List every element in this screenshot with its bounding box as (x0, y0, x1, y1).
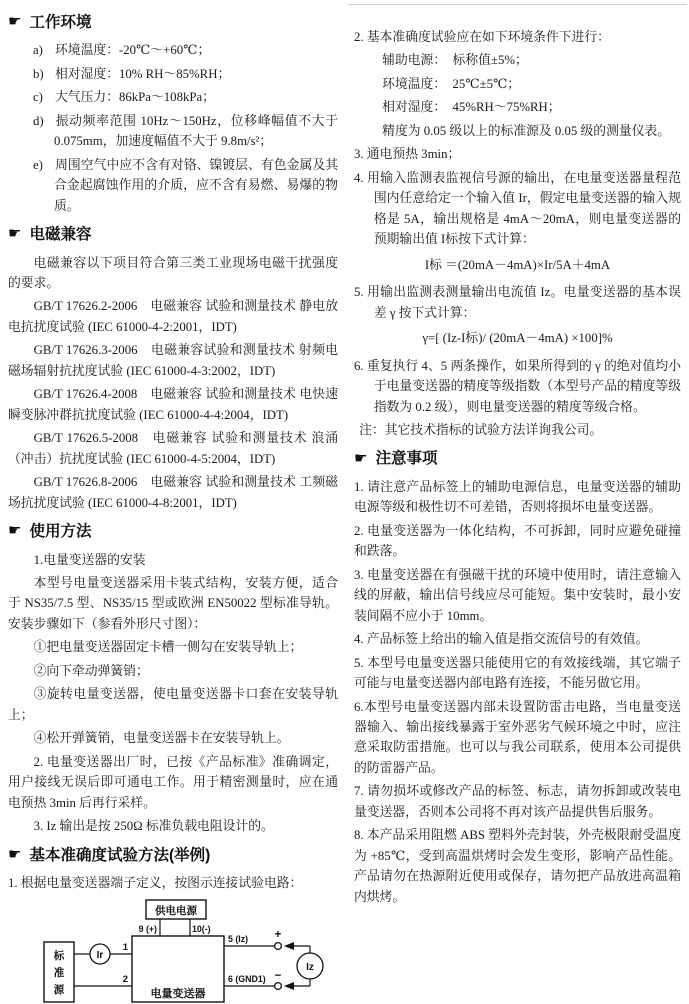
work-env-item-c (8, 87, 338, 107)
usage-step: ④松开弹簧销，电量变送器卡在安装导轨上。 (33, 731, 290, 746)
basic-error-formula: γ=[ (Iz-I标)/ (20mA－4mA) ×100]% (422, 331, 613, 346)
emc-standard: GB/T 17626.2-2006 电磁兼容 试验和测量技术 静电放电抗扰度试验 (IEC 61000-4-2:2001，IDT) (8, 299, 338, 334)
precaution-item: 1. 请注意产品标签上的辅助电源信息，电量变送器的辅助电源等级和极性切不可差错，否则将损坏电量变送器。 (354, 479, 681, 515)
left-column (8, 4, 348, 1001)
emc-standard: GB/T 17626.5-2008 电磁兼容 试验和测量技术 浪涌（冲击）抗扰度试验 (IEC 61000-4-5:2004，IDT) (8, 431, 338, 466)
section-title-emc (8, 225, 338, 244)
pointing-hand-icon: ☛ (8, 845, 21, 863)
standard-source-char: 标 (53, 950, 65, 963)
section-title-usage (8, 522, 338, 541)
pointing-hand-icon: ☛ (354, 449, 367, 467)
section-title-accuracy-test (8, 846, 338, 865)
emc-intro: 电磁兼容以下项目符合第三类工业现场电磁干扰强度的要求。 (8, 255, 338, 290)
arrowhead (284, 982, 294, 990)
item-label: b) (33, 66, 44, 81)
item-text: 振动频率范围 10Hz～150Hz，位移峰幅值不大于 0.075mm，加速度幅值不大于 9.8m/s²； (54, 113, 338, 149)
transducer-label: 电量变送器 (150, 988, 206, 1001)
power-supply-label: 供电电源 (155, 905, 197, 918)
standard-source-char: 源 (53, 984, 65, 997)
item-label: e) (33, 157, 43, 172)
item-label: d) (33, 113, 44, 128)
usage-p3: 2. 电量变送器出厂时，已按《产品标准》准确调定，用户接线无误后即可通电工作。用于精密测量时，应在通电预热 3min 后再行采样。 (8, 754, 338, 810)
accuracy-condition: 辅助电源： 标称值±5%； (382, 53, 528, 68)
usage-p2: 本型号电量变送器采用卡装式结构，安装方便，适合于 NS35/7.5 型、NS35/15 型或欧洲 EN50022 型标准导轨。安装步骤如下（参看外形尺寸图）： (8, 575, 338, 631)
item-text: 相对湿度：10% RH～85%RH； (55, 66, 231, 81)
plus-sign: + (274, 929, 282, 942)
pointing-hand-icon: ☛ (8, 13, 21, 31)
pin10-label: 10(-) (192, 924, 211, 935)
expected-output-formula: I标 ＝(20mA－4mA)×Ir/5A＋4mA (424, 257, 611, 272)
right-column (348, 4, 687, 987)
usage-step: ②向下牵动弹簧销； (33, 663, 149, 678)
usage-step: ③旋转电量变送器，使电量变送器卡口套在安装导轨上； (8, 687, 338, 722)
arrowhead (284, 942, 294, 950)
item-label: c) (33, 90, 43, 105)
item-label: a) (33, 43, 43, 58)
section-title-text: 电磁兼容 (29, 226, 92, 244)
accuracy-p1: 1. 根据电量变送器端子定义，按图示连接试验电路： (8, 875, 303, 890)
section-title-precautions (354, 449, 681, 468)
work-env-item-d (8, 111, 338, 152)
accuracy-condition: 相对湿度： 45%RH～75%RH； (382, 100, 561, 115)
work-env-item-e (8, 155, 338, 216)
item-text: 大气压力：86kPa～108kPa； (55, 90, 215, 105)
standard-source-char: 准 (53, 967, 65, 980)
section-title-text: 基本准确度试验方法(举例) (29, 846, 211, 864)
precaution-item: 5. 本型号电量变送器只能使用它的有效接线端，其它端子可能与电量变送器内部电路有连接，不能另做它用。 (354, 655, 681, 691)
pin2-label: 2 (122, 974, 128, 986)
output-ammeter-label: Iz (306, 962, 314, 974)
work-env-item-b (8, 64, 338, 84)
item-text: 周围空气中应不含有对铬、镍镀层、有色金属及其合金起腐蚀作用的介质，应不含有易燃、易爆的物质。 (54, 157, 338, 213)
accuracy-condition: 环境温度： 25℃±5℃； (382, 76, 521, 91)
pointing-hand-icon: ☛ (8, 225, 21, 243)
accuracy-item2: 2. 基本准确度试验应在如下环境条件下进行： (354, 30, 610, 44)
precaution-item: 8. 本产品采用阻燃 ABS 塑料外壳封装，外壳极限耐受温度为 +85℃，受到高温烘烤时会发生变形，影响产品性能。产品请勿在热源附近使用或保存，请勿把产品放进高温箱内烘烤。 (354, 828, 681, 904)
emc-standard: GB/T 17626.8-2006 电磁兼容 试验和测量技术 工频磁场抗扰度试验 (IEC 61000-4-8:2001，IDT) (8, 475, 338, 510)
test-circuit-diagram (8, 898, 340, 1004)
section-title-text: 工作环境 (29, 14, 92, 31)
minus-terminal (275, 983, 282, 990)
work-env-item-a (8, 40, 338, 60)
precaution-item: 2. 电量变送器为一体化结构，不可拆卸，同时应避免碰撞和跌落。 (354, 523, 681, 559)
usage-p4: 3. Iz 输出是按 250Ω 标准负载电阻设计的。 (33, 819, 274, 834)
precaution-item: 3. 电量变送器在有强磁干扰的环境中使用时，请注意输入线的屏蔽，输出信号线应尽可能短。集中安装时，最小安装间隔不应小于 10mm。 (354, 567, 681, 623)
accuracy-item4: 4. 用输入监测表监视信号源的输出，在电量变送器量程范围内任意给定一个输入值 Ir，假定电量变送器的输入规格是 5A，输出规格是 4mA～20mA，则电量变送器的预期输出值 I标按下式计算： (354, 170, 681, 247)
usage-step: ①把电量变送器固定卡槽一侧勾在安装导轨上； (33, 640, 303, 655)
accuracy-item3: 3. 通电预热 3min； (354, 147, 461, 162)
minus-sign: − (274, 970, 282, 983)
precaution-item: 4. 产品标签上给出的输入值是指交流信号的有效值。 (354, 632, 649, 647)
emc-standard: GB/T 17626.4-2008 电磁兼容 试验和测量技术 电快速瞬变脉冲群抗扰度试验 (IEC 61000-4-4:2004，IDT) (8, 387, 338, 422)
accuracy-note: 注：其它技术指标的试验方法详询我公司。 (359, 422, 603, 437)
pin5-label: 5 (Iz) (228, 934, 249, 945)
usage-p1: 1.电量变送器的安装 (33, 552, 146, 567)
accuracy-item6: 6. 重复执行 4、5 两条操作，如果所得到的 γ 的绝对值均小于电量变送器的精度等级指数（本型号产品的精度等级指数为 0.2 级），则电量变送器的精度等级合格。 (354, 358, 681, 414)
pin6-label: 6 (GND1) (228, 974, 266, 985)
input-ammeter-label: Ir (96, 950, 104, 962)
pointing-hand-icon: ☛ (8, 522, 21, 540)
emc-standard: GB/T 17626.3-2006 电磁兼容试验和测量技术 射频电磁场辐射抗扰度试验 (IEC 61000-4-3:2002，IDT) (8, 343, 338, 378)
item-text: 环境温度：-20℃～+60℃； (55, 43, 211, 58)
pin1-label: 1 (122, 942, 128, 954)
accuracy-condition: 精度为 0.05 级以上的标准源及 0.05 级的测量仪表。 (382, 123, 671, 138)
pin9-label: 9 (+) (138, 924, 157, 935)
section-title-work-environment (8, 13, 338, 32)
precaution-item: 6.本型号电量变送器内部未设置防雷击电路，当电量变送器输入、输出接线暴露于室外恶劣气候环境之中时，应注意采取防雷措施。也可以与我公司联系，使用本公司提供的防雷器产品。 (354, 699, 681, 775)
section-title-text: 使用方法 (29, 523, 92, 541)
precaution-item: 7. 请勿损坏或修改产品的标签、标志，请勿拆卸或改装电量变送器，否则本公司将不再对该产品提供售后服务。 (354, 784, 681, 819)
section-title-text: 注意事项 (375, 450, 438, 468)
plus-terminal (275, 943, 282, 950)
accuracy-item5: 5. 用输出监测表测量输出电流值 Iz。电量变送器的基本误差 γ 按下式计算： (354, 285, 681, 320)
